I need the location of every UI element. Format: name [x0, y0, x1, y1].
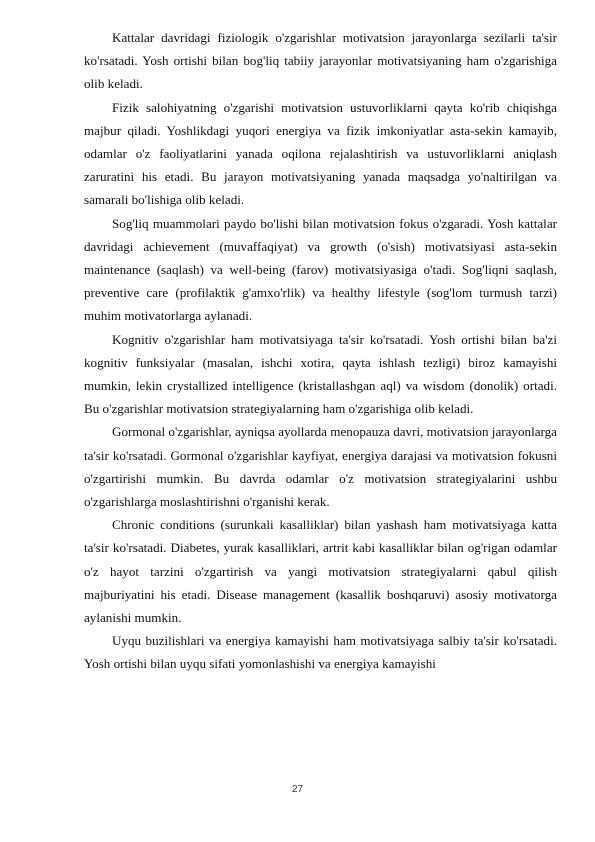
paragraph-sleep-disorders: Uyqu buzilishlari va energiya kamayishi ham motivatsiyaga salbiy ta'sir ko'rsatadi. Yosh ortishi bilan uyqu sifati yomonlashishi va energiya kamayishi: [84, 633, 557, 672]
document-page: [84, 26, 557, 676]
page-number: 27: [291, 784, 304, 795]
paragraph-chronic-conditions: Chronic conditions (surunkali kasalliklar) bilan yashash ham motivatsiyaga katta ta'sir ko'rsatadi. Diabetes, yurak kasalliklari, artrit kabi kasalliklar bilan og'rigan odamlar o'z hayot tarzini o'zgartirish va yangi motivatsion strategiyalarni qabul qilish majburiyatini his etadi. Disease management (kasallik boshqaruvi) asosiy motivatorga aylanishi mumkin.: [84, 517, 557, 626]
paragraph-cognitive-changes: Kognitiv o'zgarishlar ham motivatsiyaga ta'sir ko'rsatadi. Yosh ortishi bilan ba'zi kognitiv funksiyalar (masalan, ishchi xotira, qayta ishlash tezligi) biroz kamayishi mumkin, lekin crystallized intelligence (kristallashgan aql) va wisdom (donolik) ortadi. Bu o'zgarishlar motivatsion strategiyalarning ham o'zgarishiga olib keladi.: [84, 331, 557, 417]
paragraph-hormonal-changes: Gormonal o'zgarishlar, ayniqsa ayollarda menopauza davri, motivatsion jarayonlarga ta'sir ko'rsatadi. Gormonal o'zgarishlar kayfiyat, energiya darajasi va motivatsion fokusni o'zgartirishi mumkin. Bu davrda odamlar o'z motivatsion strategiyalarini ushbu o'zgarishlarga moslashtirishni o'rganishi kerak.: [84, 424, 557, 510]
paragraph-physical-capacity: Fizik salohiyatning o'zgarishi motivatsion ustuvorliklarni qayta ko'rib chiqishga majbur qiladi. Yoshlikdagi yuqori energiya va fizik imkoniyatlar asta-sekin kamayib, odamlar o'z faoliyatlarini yanada oqilona rejalashtirish va ustuvorliklarni aniqlash zaruratini his etadi. Bu jarayon motivatsiyaning yanada maqsadga yo'naltirilgan va samarali bo'lishiga olib keladi.: [84, 99, 557, 208]
paragraph-health-problems: Sog'liq muammolari paydo bo'lishi bilan motivatsion fokus o'zgaradi. Yosh kattalar davridagi achievement (muvaffaqiyat) va growth (o'sish) motivatsiyasi asta-sekin maintenance (saqlash) va well-being (farov) motivatsiyasiga o'tadi. Sog'liqni saqlash, preventive care (profilaktik g'amxo'rlik) va healthy lifestyle (sog'lom turmush tarzi) muhim motivatorlarga aylanadi.: [84, 215, 557, 324]
paragraph-physiological-changes: Kattalar davridagi fiziologik o'zgarishlar motivatsion jarayonlarga sezilarli ta'sir ko'rsatadi. Yosh ortishi bilan bog'liq tabiiy jarayonlar motivatsiyaning ham o'zgarishiga olib keladi.: [84, 30, 557, 92]
